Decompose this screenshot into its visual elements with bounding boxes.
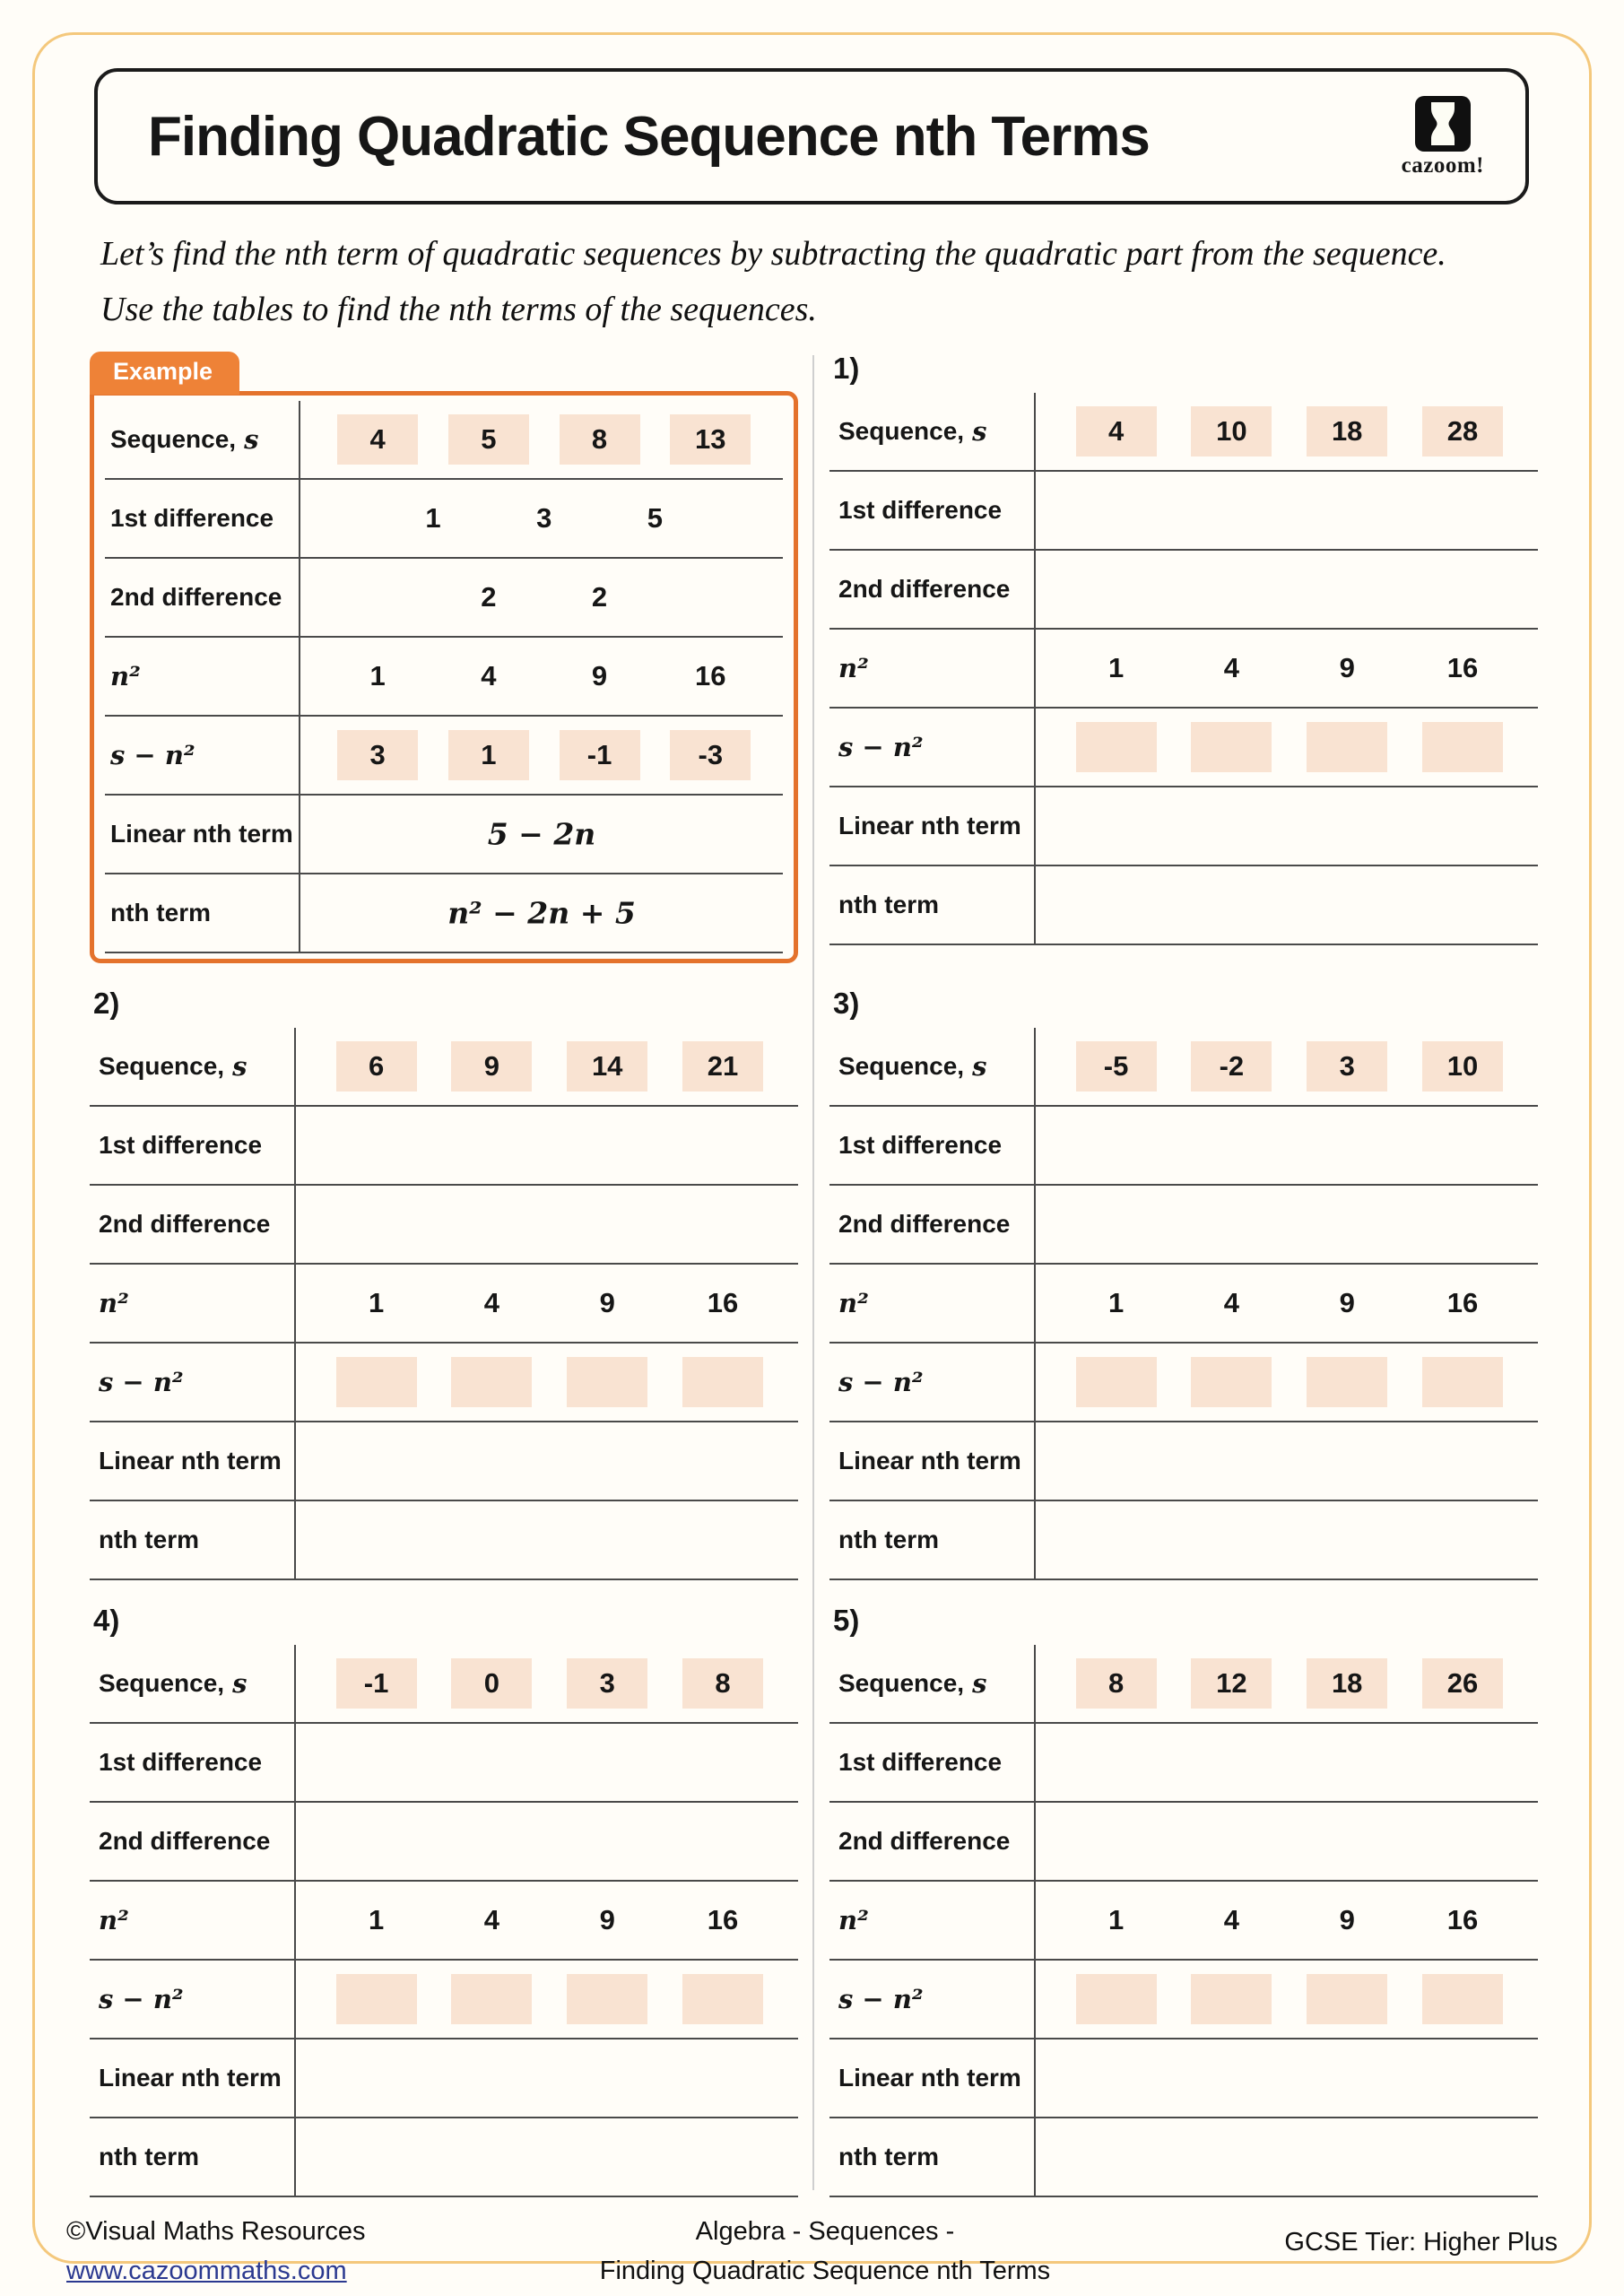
row-first-difference [829,1107,1538,1186]
sequence-value-box: 18 [1307,1658,1387,1709]
row-label-first-difference: 1st difference [99,1748,263,1776]
row-label-linear-nth-term: Linear nth term [838,1447,1021,1474]
row-label-first-difference: 1st difference [99,1131,263,1159]
row-label-second-difference: 2nd difference [99,1827,271,1855]
sequence-value-box: 8 [560,414,640,465]
row-nth-term [829,866,1538,945]
answer-box [682,1974,763,2024]
label-var-s: s [232,1668,248,1699]
row-label-s-minus-n-squared [829,709,1034,786]
row-first-difference [90,1107,798,1186]
sequence-value-box: 10 [1422,1041,1503,1091]
row-cells [1034,1803,1538,1880]
row-cells [294,1961,798,2038]
n-squared-value: 9 [1339,1904,1355,1935]
row-s-minus-n-squared [829,1344,1538,1422]
row-label-linear-nth-term: Linear nth term [838,812,1021,839]
sequence-value-box: -2 [1191,1041,1272,1091]
row-linear-nth-term [829,2039,1538,2118]
row-cells [294,1501,798,1578]
label-text: Sequence, [99,1669,225,1697]
n-squared-value: 9 [1339,652,1355,683]
row-second-difference [90,1186,798,1265]
row-label-n-squared [829,630,1034,707]
row-cells [1034,1344,1538,1421]
row-nth-term [90,2118,798,2197]
row-cells [1034,1265,1538,1342]
answer-box [1422,1357,1503,1407]
footer-center [600,2212,1050,2291]
row-sequence [829,1645,1538,1724]
sequence-value-box: 28 [1422,406,1503,457]
row-cells [1034,1882,1538,1959]
label-var-n-squared: n² [99,1288,129,1318]
label-var-s-minus-n-squared: s − n² [838,1984,924,2014]
s-minus-n-squared-box: 3 [337,730,418,780]
row-label-nth-term: nth term [99,2143,199,2170]
row-cells [299,480,783,557]
column-divider [812,355,814,2190]
label-text: Sequence, [838,417,965,445]
row-s-minus-n-squared [90,1961,798,2039]
row-label-first-difference: 1st difference [838,1131,1003,1159]
row-label-sequence [105,401,299,478]
row-n-squared [829,630,1538,709]
row-cells [294,1803,798,1880]
answer-box [1191,1357,1272,1407]
label-text: Sequence, [99,1052,225,1080]
row-cells [1034,472,1538,549]
answer-box [682,1357,763,1407]
row-cells [1034,630,1538,707]
row-label-n-squared [90,1882,294,1959]
row-label-first-difference: 1st difference [838,496,1003,524]
label-var-s: s [244,424,259,455]
row-cells [294,1107,798,1184]
row-label-s-minus-n-squared [829,1961,1034,2038]
row-cells [1034,1107,1538,1184]
row-first-difference [90,1724,798,1803]
label-var-s: s [232,1051,248,1082]
row-label-s-minus-n-squared [90,1344,294,1421]
row-n-squared [829,1265,1538,1344]
n-squared-value: 4 [1223,652,1240,683]
s-minus-n-squared-box: -1 [560,730,640,780]
row-cells [1034,2039,1538,2117]
n-squared-value: 9 [599,1904,615,1935]
problem-block-4 [90,1604,798,2197]
row-label-sequence [90,1645,294,1722]
sequence-value-box: 9 [451,1041,532,1091]
problem-number: 5) [833,1604,860,1637]
row-cells [294,1265,798,1342]
row-cells [1034,1724,1538,1801]
intro-line-1: Let’s find the nth term of quadratic sequences by subtracting the quadratic part from the sequence. [100,235,1446,273]
intro-line-2: Use the tables to find the nth terms of the sequences. [100,291,817,328]
footer-category: Algebra - Sequences - [695,2217,955,2246]
n-squared-value: 1 [369,660,386,691]
answer-box [1307,722,1387,772]
row-cells [294,1645,798,1722]
problem-number: 3) [833,987,860,1020]
sequence-value-box: 14 [567,1041,647,1091]
row-cells [1034,1028,1538,1105]
row-first-difference [829,1724,1538,1803]
row-cells [1034,1186,1538,1263]
difference-value: 1 [425,502,441,534]
label-var-s-minus-n-squared: s − n² [110,740,195,770]
copyright-text: ©Visual Maths Resources [66,2217,366,2246]
row-cells [299,401,783,478]
row-s-minus-n-squared [829,1961,1538,2039]
problem-number: 4) [93,1604,120,1637]
row-label-sequence [829,1028,1034,1105]
row-n-squared [90,1882,798,1961]
row-cells [1034,1501,1538,1578]
row-label-nth-term: nth term [838,1526,939,1553]
label-text: Sequence, [838,1052,965,1080]
row-label-n-squared [829,1882,1034,1959]
row-cells [294,1422,798,1500]
answer-box [1191,1974,1272,2024]
n-squared-value: 1 [1107,1904,1125,1935]
sequence-value-box: 13 [670,414,751,465]
n-squared-value: 9 [1339,1287,1355,1318]
row-label-n-squared [90,1265,294,1342]
linear-nth-term-expression: 5 − 2n [487,816,596,852]
row-linear-nth-term [105,796,783,874]
sequence-value-box: 8 [1076,1658,1157,1709]
row-n-squared [105,638,783,717]
row-label-s-minus-n-squared [90,1961,294,2038]
n-squared-value: 4 [481,660,497,691]
row-second-difference [829,1803,1538,1882]
label-var-s: s [972,1668,987,1699]
row-cells [1034,709,1538,786]
row-cells [294,2118,798,2196]
row-label-n-squared [105,638,299,715]
footer-worksheet-name: Finding Quadratic Sequence nth Terms [599,2257,1051,2285]
n-squared-value: 16 [695,660,726,691]
row-label-linear-nth-term: Linear nth term [99,2064,282,2092]
label-var-n-squared: n² [99,1905,129,1935]
problem-table-3 [829,1028,1538,1580]
row-label-nth-term: nth term [838,2143,939,2170]
sequence-value-box: 8 [682,1658,763,1709]
footer [66,2212,1558,2291]
row-label-sequence [90,1028,294,1105]
row-sequence [105,401,783,480]
row-first-difference [829,472,1538,551]
label-var-s-minus-n-squared: s − n² [838,732,924,762]
sequence-value-box: 10 [1191,406,1272,457]
row-label-linear-nth-term: Linear nth term [99,1447,282,1474]
row-label-second-difference: 2nd difference [838,1827,1011,1855]
row-label-linear-nth-term: Linear nth term [838,2064,1021,2092]
row-sequence [829,393,1538,472]
row-cells [1034,1961,1538,2038]
row-label-s-minus-n-squared [829,1344,1034,1421]
row-cells [294,1724,798,1801]
label-var-s-minus-n-squared: s − n² [838,1367,924,1397]
row-cells [1034,787,1538,865]
row-cells [1034,551,1538,628]
worksheet-header [94,68,1529,204]
row-second-difference [829,1186,1538,1265]
n-squared-value: 4 [1223,1904,1240,1935]
answer-box [336,1357,417,1407]
answer-box [567,1974,647,2024]
row-second-difference [829,551,1538,630]
row-label-s-minus-n-squared [105,717,299,794]
label-var-n-squared: n² [838,1905,869,1935]
row-cells [1034,2118,1538,2196]
row-linear-nth-term [90,1422,798,1501]
row-sequence [90,1028,798,1107]
sequence-value-box: 26 [1422,1658,1503,1709]
cazoom-logo-icon [1414,95,1472,152]
row-label-first-difference: 1st difference [838,1748,1003,1776]
label-var-s-minus-n-squared: s − n² [99,1367,184,1397]
problem-number: 2) [93,987,120,1020]
row-s-minus-n-squared [90,1344,798,1422]
s-minus-n-squared-box: -3 [670,730,751,780]
answer-box [1076,722,1157,772]
label-var-n-squared: n² [838,1288,869,1318]
row-nth-term [105,874,783,953]
answer-box [1076,1974,1157,2024]
row-first-difference [105,480,783,559]
difference-value: 3 [536,502,552,534]
problem-table-4 [90,1645,798,2197]
row-cells [1034,866,1538,944]
n-squared-value: 9 [599,1287,615,1318]
label-text: Sequence, [110,425,237,453]
sequence-value-box: 5 [448,414,529,465]
difference-value: 2 [481,581,497,613]
page-title: Finding Quadratic Sequence nth Terms [148,105,1150,168]
answer-box [567,1357,647,1407]
cazoom-logo [1402,95,1484,178]
row-cells [299,796,783,873]
row-cells [299,717,783,794]
row-cells [1034,393,1538,470]
row-cells [1034,1422,1538,1500]
row-linear-nth-term [829,787,1538,866]
nth-term-expression: n² − 2n + 5 [447,895,636,931]
sequence-value-box: 0 [451,1658,532,1709]
n-squared-value: 16 [1446,652,1479,683]
n-squared-value: 16 [1446,1287,1479,1318]
problem-table-5 [829,1645,1538,2197]
s-minus-n-squared-box: 1 [448,730,529,780]
row-cells [299,638,783,715]
example-table [90,391,798,963]
n-squared-value: 4 [1223,1287,1240,1318]
row-second-difference [90,1803,798,1882]
cazoom-logo-text: cazoom! [1401,152,1484,178]
problem-table-2 [90,1028,798,1580]
answer-box [451,1974,532,2024]
row-s-minus-n-squared [105,717,783,796]
sequence-value-box: 3 [567,1658,647,1709]
n-squared-value: 16 [1446,1904,1479,1935]
n-squared-value: 1 [368,1287,385,1318]
answer-box [1422,1974,1503,2024]
label-var-n-squared: n² [110,661,141,691]
row-cells [299,874,783,952]
row-second-difference [105,559,783,638]
label-var-s: s [972,416,987,447]
problem-block-3 [829,987,1538,1580]
row-sequence [90,1645,798,1724]
label-var-s: s [972,1051,987,1082]
sequence-value-box: -5 [1076,1041,1157,1091]
problem-number: 1) [833,352,860,385]
content-area [90,352,1538,2197]
sequence-value-box: 3 [1307,1041,1387,1091]
intro-text [100,226,1446,337]
sequence-value-box: -1 [336,1658,417,1709]
row-cells [294,1186,798,1263]
n-squared-value: 1 [368,1904,385,1935]
problem-block-2 [90,987,798,1580]
row-nth-term [829,1501,1538,1580]
row-n-squared [829,1882,1538,1961]
example-tab: Example [90,352,239,395]
problem-block-1 [829,352,1538,963]
sequence-value-box: 12 [1191,1658,1272,1709]
row-cells [294,2039,798,2117]
answer-box [451,1357,532,1407]
row-nth-term [90,1501,798,1580]
n-squared-value: 4 [483,1287,500,1318]
answer-box [336,1974,417,2024]
n-squared-value: 16 [707,1904,739,1935]
row-label-sequence [829,1645,1034,1722]
row-n-squared [90,1265,798,1344]
row-label-n-squared [829,1265,1034,1342]
row-label-sequence [829,393,1034,470]
n-squared-value: 1 [1107,1287,1125,1318]
example-block [90,352,798,963]
footer-left [66,2212,366,2291]
problem-block-5 [829,1604,1538,2197]
n-squared-value: 1 [1107,652,1125,683]
row-linear-nth-term [829,1422,1538,1501]
difference-value: 5 [647,502,664,534]
footer-tier: GCSE Tier: Higher Plus [1284,2228,1558,2257]
n-squared-value: 9 [591,660,608,691]
row-label-second-difference: 2nd difference [110,583,282,611]
answer-box [1307,1357,1387,1407]
row-nth-term [829,2118,1538,2197]
answer-box [1191,722,1272,772]
sequence-value-box: 21 [682,1041,763,1091]
label-var-s-minus-n-squared: s − n² [99,1984,184,2014]
row-label-linear-nth-term: Linear nth term [110,820,293,848]
sequence-value-box: 4 [1076,406,1157,457]
row-label-nth-term: nth term [838,891,939,918]
row-label-first-difference: 1st difference [110,504,274,532]
row-label-nth-term: nth term [110,899,211,926]
row-label-second-difference: 2nd difference [99,1210,271,1238]
answer-box [1422,722,1503,772]
n-squared-value: 16 [707,1287,739,1318]
row-cells [299,559,783,636]
row-label-second-difference: 2nd difference [838,1210,1011,1238]
row-label-nth-term: nth term [99,1526,199,1553]
label-text: Sequence, [838,1669,965,1697]
row-label-second-difference: 2nd difference [838,575,1011,603]
sequence-value-box: 4 [337,414,418,465]
sequence-value-box: 6 [336,1041,417,1091]
row-s-minus-n-squared [829,709,1538,787]
label-var-n-squared: n² [838,653,869,683]
row-cells [1034,1645,1538,1722]
answer-box [1076,1357,1157,1407]
row-cells [294,1344,798,1421]
difference-value: 2 [591,581,608,613]
row-sequence [829,1028,1538,1107]
row-cells [294,1028,798,1105]
row-cells [294,1882,798,1959]
row-linear-nth-term [90,2039,798,2118]
n-squared-value: 4 [483,1904,500,1935]
sequence-value-box: 18 [1307,406,1387,457]
answer-box [1307,1974,1387,2024]
cazoommaths-link[interactable]: www.cazoommaths.com [66,2257,347,2285]
problem-table-1 [829,393,1538,945]
